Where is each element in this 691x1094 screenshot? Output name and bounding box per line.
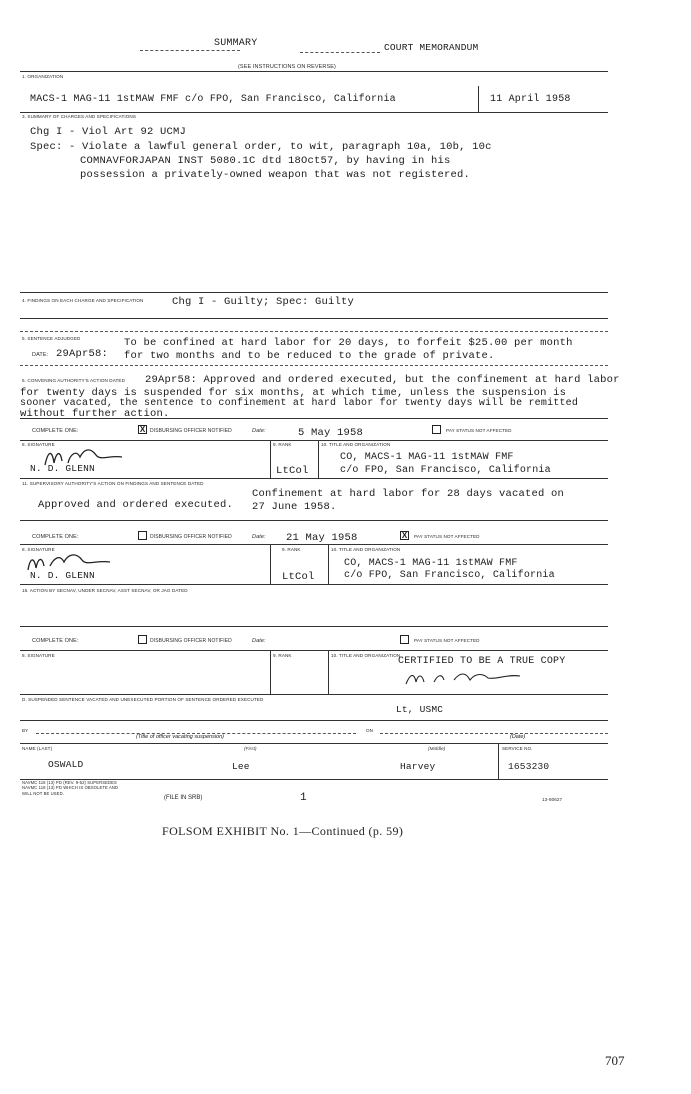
disbursing-checkbox[interactable]: X [139, 425, 146, 434]
service-no-value: 1653230 [508, 761, 550, 772]
rule [20, 720, 608, 721]
see-instructions: (SEE INSTRUCTIONS ON REVERSE) [238, 64, 336, 70]
rule [20, 694, 608, 695]
disbursing-date-label: Date: [252, 428, 266, 434]
sentence-date: 29Apr58: [56, 348, 109, 360]
on-label: ON [366, 728, 374, 733]
heading-rule-left [140, 50, 240, 51]
organization-value: MACS-1 MAG-11 1stMAW FMF c/o FPO, San Francisco, California [30, 94, 396, 105]
pay-status-checkbox[interactable] [400, 635, 409, 644]
disbursing-checkbox[interactable] [138, 531, 147, 540]
by-label: BY [22, 728, 29, 733]
rule [328, 544, 329, 584]
rule [270, 440, 271, 478]
rule [20, 365, 608, 366]
signature-label: 8. SIGNATURE [22, 547, 55, 552]
charge-text: Chg I - Viol Art 92 UCMJ [30, 126, 187, 138]
title-org-label: 10. TITLE AND ORGANIZATION [331, 653, 401, 658]
rule [20, 650, 608, 651]
middle-label: (Middle) [428, 746, 446, 751]
disbursing-date: 5 May 1958 [298, 427, 364, 439]
rank-usmc: Lt, USMC [396, 704, 444, 715]
complete-one-label: COMPLETE ONE: [32, 534, 79, 540]
rule [20, 318, 608, 319]
name-middle-value: Harvey [400, 761, 436, 772]
supervisory-label: 11. SUPERVISORY AUTHORITY'S ACTION ON FINDINGS AND SENTENCE DATED [22, 481, 204, 486]
rule [270, 544, 271, 584]
page-marker: 1 [300, 792, 307, 804]
spec-line-1: Spec: - Violate a lawful general order, to wit, paragraph 10a, 10b, 10c [30, 141, 492, 153]
exhibit-caption: FOLSOM EXHIBIT No. 1—Continued (p. 59) [162, 824, 404, 838]
summary-heading: SUMMARY [214, 38, 258, 49]
disbursing-label: DISBURSING OFFICER NOTIFIED [150, 534, 232, 540]
pay-status-checkbox[interactable] [432, 425, 441, 434]
page-number: 707 [605, 1053, 625, 1068]
supervisory-approved: Approved and ordered executed. [38, 499, 234, 511]
service-no-label: SERVICE NO. [502, 746, 533, 751]
charges-label: 3. SUMMARY OF CHARGES AND SPECIFICATIONS [22, 114, 137, 119]
rule [380, 733, 608, 734]
certification-signature [404, 668, 524, 690]
spec-line-2: COMNAVFORJAPAN INST 5080.1C dtd 18Oct57, by having in his [80, 155, 451, 167]
first-label: (First) [244, 746, 257, 751]
findings-label: 4. FINDINGS ON EACH CHARGE AND SPECIFICATION [22, 298, 144, 303]
disbursing-date-label: Date: [252, 638, 266, 644]
convening-line-3: sooner vacated, the sentence to confinement at hard labor for twenty days will be remitted [20, 398, 579, 409]
signature-label: 8. SIGNATURE [22, 653, 55, 658]
rule [270, 650, 271, 694]
rule [328, 650, 329, 694]
supervisory-line-1: Confinement at hard labor for 28 days vacated on [252, 488, 565, 500]
form-code: 13-80627 [542, 797, 563, 802]
rule [20, 626, 608, 627]
complete-one-label: COMPLETE ONE: [32, 638, 79, 644]
rule [20, 331, 608, 332]
title-line-2: c/o FPO, San Francisco, California [344, 570, 555, 581]
file-in-srb: (FILE IN SRB) [164, 795, 203, 801]
rank-value: LtCol [282, 571, 315, 583]
title-officer-label: (Title of officer vacating suspension) [136, 734, 224, 740]
disbursing-date: 21 May 1958 [286, 532, 358, 544]
name-last-label: NAME (LAST) [22, 746, 53, 751]
signature-name: N. D. GLENN [30, 570, 95, 581]
court-memorandum-heading: COURT MEMORANDUM [384, 42, 479, 53]
secnav-label: 16. ACTION BY SECNAV, UNDER SECNAV, ASST SECNAV, OR JAG DATED [22, 588, 188, 593]
convening-line-1: 29Apr58: Approved and ordered executed, but the confinement at hard labor [145, 374, 620, 386]
signature-name: N. D. GLENN [30, 463, 95, 474]
supervisory-line-2: 27 June 1958. [252, 501, 337, 513]
rule [20, 112, 608, 113]
certified-copy: CERTIFIED TO BE A TRUE COPY [398, 656, 566, 667]
organization-label: 1. ORGANIZATION [22, 74, 64, 79]
complete-one-label: COMPLETE ONE: [32, 428, 79, 434]
disbursing-date-label: Date: [252, 534, 266, 540]
pay-status-label: PAY STATUS NOT AFFECTED [414, 534, 480, 539]
rule [20, 520, 608, 521]
name-last-value: OSWALD [48, 759, 84, 770]
convening-line-4: without further action. [20, 408, 170, 420]
rule [20, 292, 608, 293]
organization-date: 11 April 1958 [490, 94, 571, 105]
rank-value: LtCol [276, 465, 309, 477]
sentence-line-2: for two months and to be reduced to the grade of private. [124, 350, 495, 362]
title-org-label: 10. TITLE AND ORGANIZATION [321, 442, 391, 447]
pay-status-label: PAY STATUS NOT AFFECTED [446, 428, 512, 433]
rule [20, 418, 608, 419]
pay-status-label: PAY STATUS NOT AFFECTED [414, 638, 480, 643]
form-note: NAVMC 118 (13) PD (REV. 9-52) SUPERSEDES NAVMC 118 (13) PD WHICH IS OBSOLETE AND WILL NOT BE USED. [22, 780, 119, 796]
title-line-1: CO, MACS-1 MAG-11 1stMAW FMF [344, 558, 518, 569]
convening-line-2: for twenty days is suspended for six months, at which time, unless the suspension is [20, 387, 567, 399]
disbursing-label: DISBURSING OFFICER NOTIFIED [150, 428, 232, 434]
rule [20, 440, 608, 441]
name-first-value: Lee [232, 761, 250, 772]
date-label: (Date) [510, 734, 526, 740]
rule [318, 440, 319, 478]
pay-status-checkbox[interactable]: X [401, 531, 408, 540]
disbursing-checkbox[interactable] [138, 635, 147, 644]
rank-label: 9. RANK [273, 653, 292, 658]
findings-value: Chg I - Guilty; Spec: Guilty [172, 296, 355, 308]
rule [20, 478, 608, 479]
rule [20, 743, 608, 744]
title-line-1: CO, MACS-1 MAG-11 1stMAW FMF [340, 452, 514, 463]
signature-label: 8. SIGNATURE [22, 442, 55, 447]
suspended-label: D. SUSPENDED SENTENCE VACATED AND UNEXECUTED PORTION OF SENTENCE ORDERED EXECUTED [22, 697, 264, 702]
spec-line-3: possession a privately-owned weapon that was not registered. [80, 169, 471, 181]
heading-rule-mid [300, 52, 380, 53]
title-line-2: c/o FPO, San Francisco, California [340, 465, 551, 476]
rule [478, 86, 479, 112]
sentence-line-1: To be confined at hard labor for 20 days, to forfeit $25.00 per month [124, 337, 573, 349]
rule [498, 743, 499, 779]
sentence-label: 5. SENTENCE ADJUDGED [22, 336, 81, 341]
rule [20, 584, 608, 585]
sentence-date-label: DATE: [32, 352, 49, 358]
disbursing-label: DISBURSING OFFICER NOTIFIED [150, 638, 232, 644]
title-org-label: 10. TITLE AND ORGANIZATION [331, 547, 401, 552]
rule [20, 71, 608, 72]
rule [20, 544, 608, 545]
convening-label: 6. CONVENING AUTHORITY'S ACTION DATED [22, 378, 126, 383]
rank-label: 9. RANK [273, 442, 292, 447]
rank-label: 9. RANK [282, 547, 301, 552]
